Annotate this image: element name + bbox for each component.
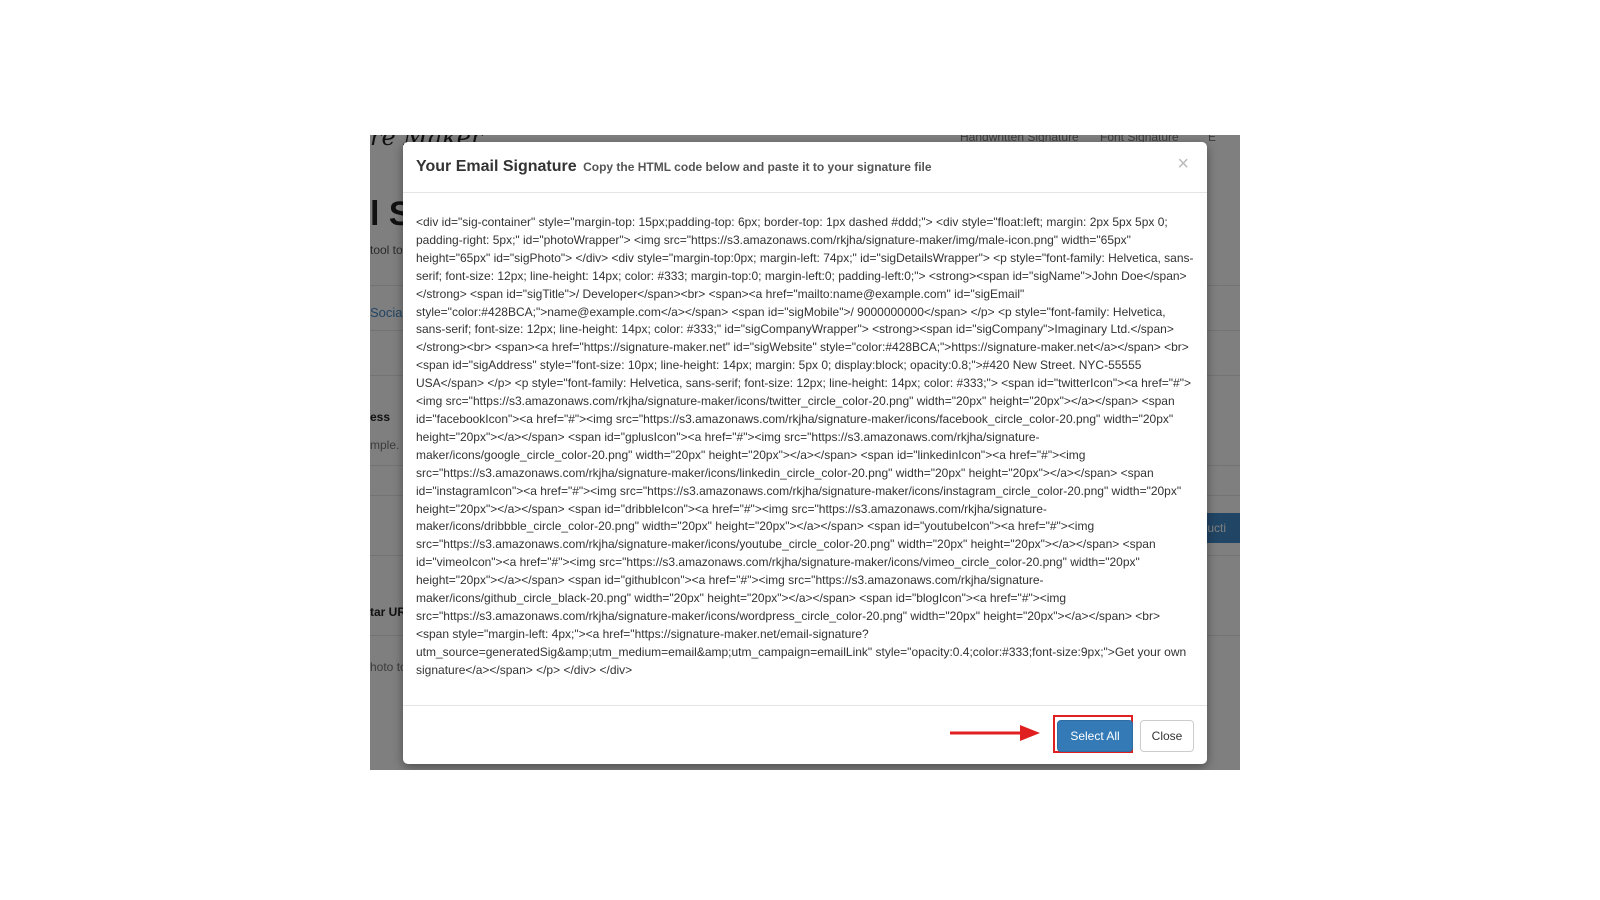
close-button[interactable]: Close [1140,720,1194,752]
modal-footer [403,705,1207,764]
arrow-right-icon [948,723,1043,743]
modal-title-text: Your Email Signature [416,158,577,175]
screenshot-frame [370,135,1240,770]
email-signature-modal [403,142,1207,764]
modal-header [403,142,1207,193]
modal-subtitle: Copy the HTML code below and paste it to your signature file [583,160,932,174]
close-icon[interactable]: × [1177,153,1189,175]
signature-code-block[interactable]: <div id="sig-container" style="margin-top: 15px;padding-top: 6px; border-top: 1px dashed #ddd;"> <div style="float:left; margin: 2px 5px 5px 0; padding-right: 5px;" id="photoWrapper"> <img src="https://s3.amazonaws.com/rkjha/signature-maker/img/male-icon.png" width="65px" height="65px" id="sigPhoto"> </div> <div style="margin-top:0px; margin-left: 74px;" id="sigDetailsWrapper"> <p style="font-family: Helvetica, sans-serif; font-size: 12px; line-height: 14px; color: #333; margin-top:0; margin-left:0; padding-left:0;"> <strong><span id="sigName">John Doe</span></strong> <span id="sigTitle">/ Developer</span><br> <span><a href="mailto:name@example.com" id="sigEmail" style="color:#428BCA;">name@example.com</a></span> <span id="sigMobile">/ 9000000000</span> </p> <p style="font-family: Helvetica, sans-serif; font-size: 12px; line-height: 14px; color: #333;" id="sigCompanyWrapper"> <strong><span id="sigCompany">Imaginary Ltd.</span></strong><br> <span><a href="https://signature-maker.net" id="sigWebsite" style="color:#428BCA;">https://signature-maker.net</a></span> <br> <span id="sigAddress" style="font-size: 10px; line-height: 14px; margin: 5px 0; display:block; opacity:0.8;">#420 New Street. NYC-55555 USA</span> </p> <p style="font-family: Helvetica, sans-serif; font-size: 12px; line-height: 14px; color: #333;"> <span id="twitterIcon"><a href="#"><img src="https://s3.amazonaws.com/rkjha/signature-maker/icons/twitter_circle_color-20.png" width="20px" height="20px"></a></span> <span id="facebookIcon"><a href="#"><img src="https://s3.amazonaws.com/rkjha/signature-maker/icons/facebook_circle_color-20.png" width="20px" height="20px"></a></span> <span id="gplusIcon"><a href="#"><img src="https://s3.amazonaws.com/rkjha/signature-maker/icons/google_circle_color-20.png" width="20px" height="20px"></a></span> <span id="linkedinIcon"><a href="#"><img src="https://s3.amazonaws.com/rkjha/signature-maker/icons/linkedin_circle_color-20.png" width="20px" height="20px"></a></span> <span id="instagramIcon"><a href="#"><img src="https://s3.amazonaws.com/rkjha/signature-maker/icons/instagram_circle_color-20.png" width="20px" height="20px"></a></span> <span id="dribbleIcon"><a href="#"><img src="https://s3.amazonaws.com/rkjha/signature-maker/icons/dribbble_circle_color-20.png" width="20px" height="20px"></a></span> <span id="youtubeIcon"><a href="#"><img src="https://s3.amazonaws.com/rkjha/signature-maker/icons/youtube_circle_color-20.png" width="20px" height="20px"></a></span> <span id="vimeoIcon"><a href="#"><img src="https://s3.amazonaws.com/rkjha/signature-maker/icons/vimeo_circle_color-20.png" width="20px" height="20px"></a></span> <span id="githubIcon"><a href="#"><img src="https://s3.amazonaws.com/rkjha/signature-maker/icons/github_circle_black-20.png" width="20px" height="20px"></a></span> <span id="blogIcon"><a href="#"><img src="https://s3.amazonaws.com/rkjha/signature-maker/icons/wordpress_circle_color-20.png" width="20px" height="20px"></a></span> <br> <span style="margin-left: 4px;"><a href="https://signature-maker.net/email-signature?utm_source=generatedSig&amp;utm_medium=email&amp;utm_campaign=emailLink" style="opacity:0.4;color:#333;font-size:9px;">Get your own signature</a></span> </p> </div> </div> [416,215,1194,677]
modal-title [416,158,932,176]
select-all-button[interactable]: Select All [1057,720,1133,752]
